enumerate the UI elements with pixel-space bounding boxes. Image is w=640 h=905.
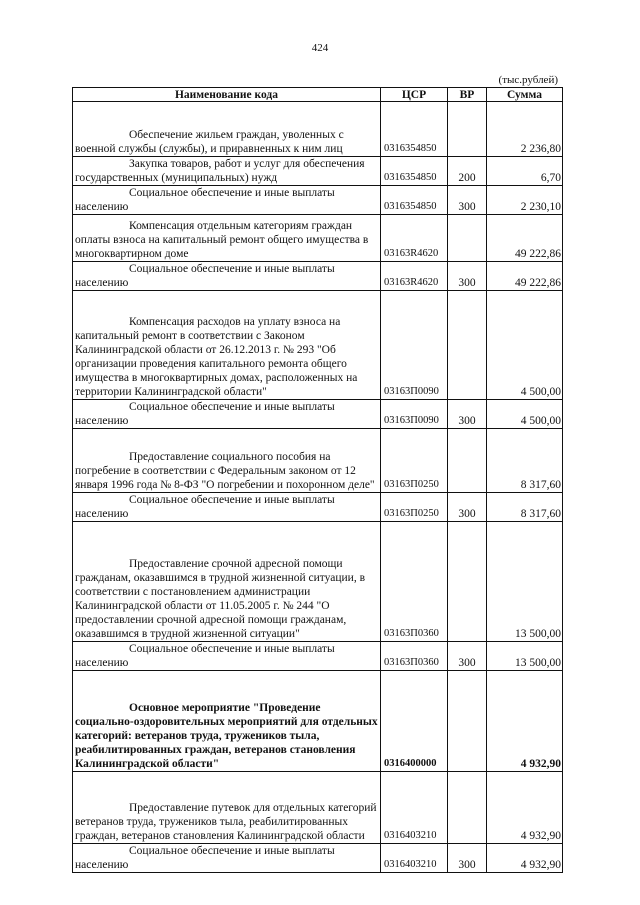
row-name	[73, 429, 381, 493]
row-name-text: Компенсация отдельным категориям граждан оплаты взноса на капитальный ремонт общего имущества в многоквартирном доме	[75, 220, 369, 260]
table-row	[73, 186, 563, 215]
row-name-text: Обеспечение жильем граждан, уволенных с военной службы (службы), и приравненных к ним лиц	[75, 129, 344, 155]
row-name	[73, 215, 381, 262]
units-label: (тыс.рублей)	[498, 74, 558, 86]
row-sum: 13 500,00	[487, 522, 563, 642]
row-csr-code: 0316354850	[381, 102, 448, 157]
row-csr-code: 0316403210	[381, 772, 448, 844]
row-name	[73, 671, 381, 772]
table-row	[73, 844, 563, 873]
row-vr-code: 300	[448, 844, 487, 873]
row-sum: 2 236,80	[487, 102, 563, 157]
row-name-text: Социальное обеспечение и иные выплаты населению	[75, 187, 335, 213]
row-vr-code: 300	[448, 493, 487, 522]
row-sum: 6,70	[487, 157, 563, 186]
row-name	[73, 291, 381, 400]
table-row	[73, 642, 563, 671]
row-name	[73, 186, 381, 215]
table-row	[73, 157, 563, 186]
table-row	[73, 772, 563, 844]
row-sum: 4 500,00	[487, 400, 563, 429]
row-name	[73, 522, 381, 642]
row-name-text: Основное мероприятие "Проведение социально-оздоровительных мероприятий для отдельных категорий: ветеранов труда, тружеников тыла, реабилитированных граждан, ветеранов становления Калининградской области"	[75, 702, 378, 770]
row-name-text: Социальное обеспечение и иные выплаты населению	[75, 643, 335, 669]
row-name-text: Предоставление срочной адресной помощи гражданам, оказавшимся в трудной жизненной ситуации, в соответствии с постановлением администрации Калининградской области от 11.05.2005 г. № 244 "О предоставлении срочной адресной помощи гражданам, оказавшимся в трудной жизненной ситуации"	[75, 558, 366, 640]
budget-table	[72, 87, 563, 873]
row-sum: 2 230,10	[487, 186, 563, 215]
row-sum: 49 222,86	[487, 215, 563, 262]
row-sum: 4 932,90	[487, 844, 563, 873]
row-vr-code	[448, 671, 487, 772]
row-csr-code: 0316354850	[381, 186, 448, 215]
row-name-text: Социальное обеспечение и иные выплаты населению	[75, 494, 335, 520]
row-sum: 4 500,00	[487, 291, 563, 400]
row-name-text: Социальное обеспечение и иные выплаты населению	[75, 845, 335, 871]
row-csr-code: 03163П0090	[381, 400, 448, 429]
header-sum: Сумма	[487, 88, 563, 102]
table-row	[73, 262, 563, 291]
row-vr-code: 300	[448, 186, 487, 215]
row-vr-code	[448, 772, 487, 844]
row-name-text: Предоставление социального пособия на погребение в соответствии с Федеральным законом от 12 января 1996 года № 8-ФЗ "О погребении и похоронном деле"	[75, 451, 375, 491]
table-body	[73, 102, 563, 873]
row-csr-code: 03163П0360	[381, 522, 448, 642]
row-vr-code	[448, 429, 487, 493]
row-csr-code: 03163П0360	[381, 642, 448, 671]
row-name	[73, 772, 381, 844]
row-csr-code: 0316400000	[381, 671, 448, 772]
row-vr-code: 200	[448, 157, 487, 186]
row-name	[73, 400, 381, 429]
row-name-text: Социальное обеспечение и иные выплаты населению	[75, 263, 335, 289]
row-csr-code: 03163R4620	[381, 215, 448, 262]
page-number: 424	[311, 42, 329, 54]
table-row	[73, 671, 563, 772]
row-csr-code: 03163П0090	[381, 291, 448, 400]
row-vr-code	[448, 102, 487, 157]
row-vr-code	[448, 522, 487, 642]
row-csr-code: 03163П0250	[381, 429, 448, 493]
row-csr-code: 0316354850	[381, 157, 448, 186]
row-sum: 49 222,86	[487, 262, 563, 291]
header-csr: ЦСР	[381, 88, 448, 102]
row-sum: 4 932,90	[487, 772, 563, 844]
table-row	[73, 522, 563, 642]
table-row	[73, 400, 563, 429]
row-name	[73, 157, 381, 186]
row-sum: 8 317,60	[487, 493, 563, 522]
row-name	[73, 642, 381, 671]
row-name	[73, 844, 381, 873]
row-csr-code: 03163П0250	[381, 493, 448, 522]
row-name	[73, 493, 381, 522]
header-name: Наименование кода	[73, 88, 381, 102]
row-sum: 4 932,90	[487, 671, 563, 772]
row-vr-code	[448, 291, 487, 400]
row-name-text: Компенсация расходов на уплату взноса на капитальный ремонт в соответствии с Законом Калининградской области от 26.12.2013 г. № 293 "Об организации проведения капитального ремонта общего имущества в многоквартирных домах, расположенных на территории Калининградской области"	[75, 316, 358, 398]
row-name-text: Предоставление путевок для отдельных категорий ветеранов труда, тружеников тыла, реабилитированных граждан, ветеранов становления Калининградской области	[75, 802, 377, 842]
row-name	[73, 262, 381, 291]
row-vr-code: 300	[448, 400, 487, 429]
table-row	[73, 102, 563, 157]
row-vr-code	[448, 215, 487, 262]
row-sum: 8 317,60	[487, 429, 563, 493]
table-row	[73, 493, 563, 522]
row-vr-code: 300	[448, 262, 487, 291]
header-vr: ВР	[448, 88, 487, 102]
row-name-text: Социальное обеспечение и иные выплаты населению	[75, 401, 335, 427]
table-row	[73, 291, 563, 400]
row-vr-code: 300	[448, 642, 487, 671]
row-name	[73, 102, 381, 157]
table-row	[73, 215, 563, 262]
table-header-row	[73, 88, 563, 102]
row-csr-code: 03163R4620	[381, 262, 448, 291]
row-name-text: Закупка товаров, работ и услуг для обеспечения государственных (муниципальных) нужд	[75, 158, 365, 184]
row-csr-code: 0316403210	[381, 844, 448, 873]
row-sum: 13 500,00	[487, 642, 563, 671]
table-row	[73, 429, 563, 493]
